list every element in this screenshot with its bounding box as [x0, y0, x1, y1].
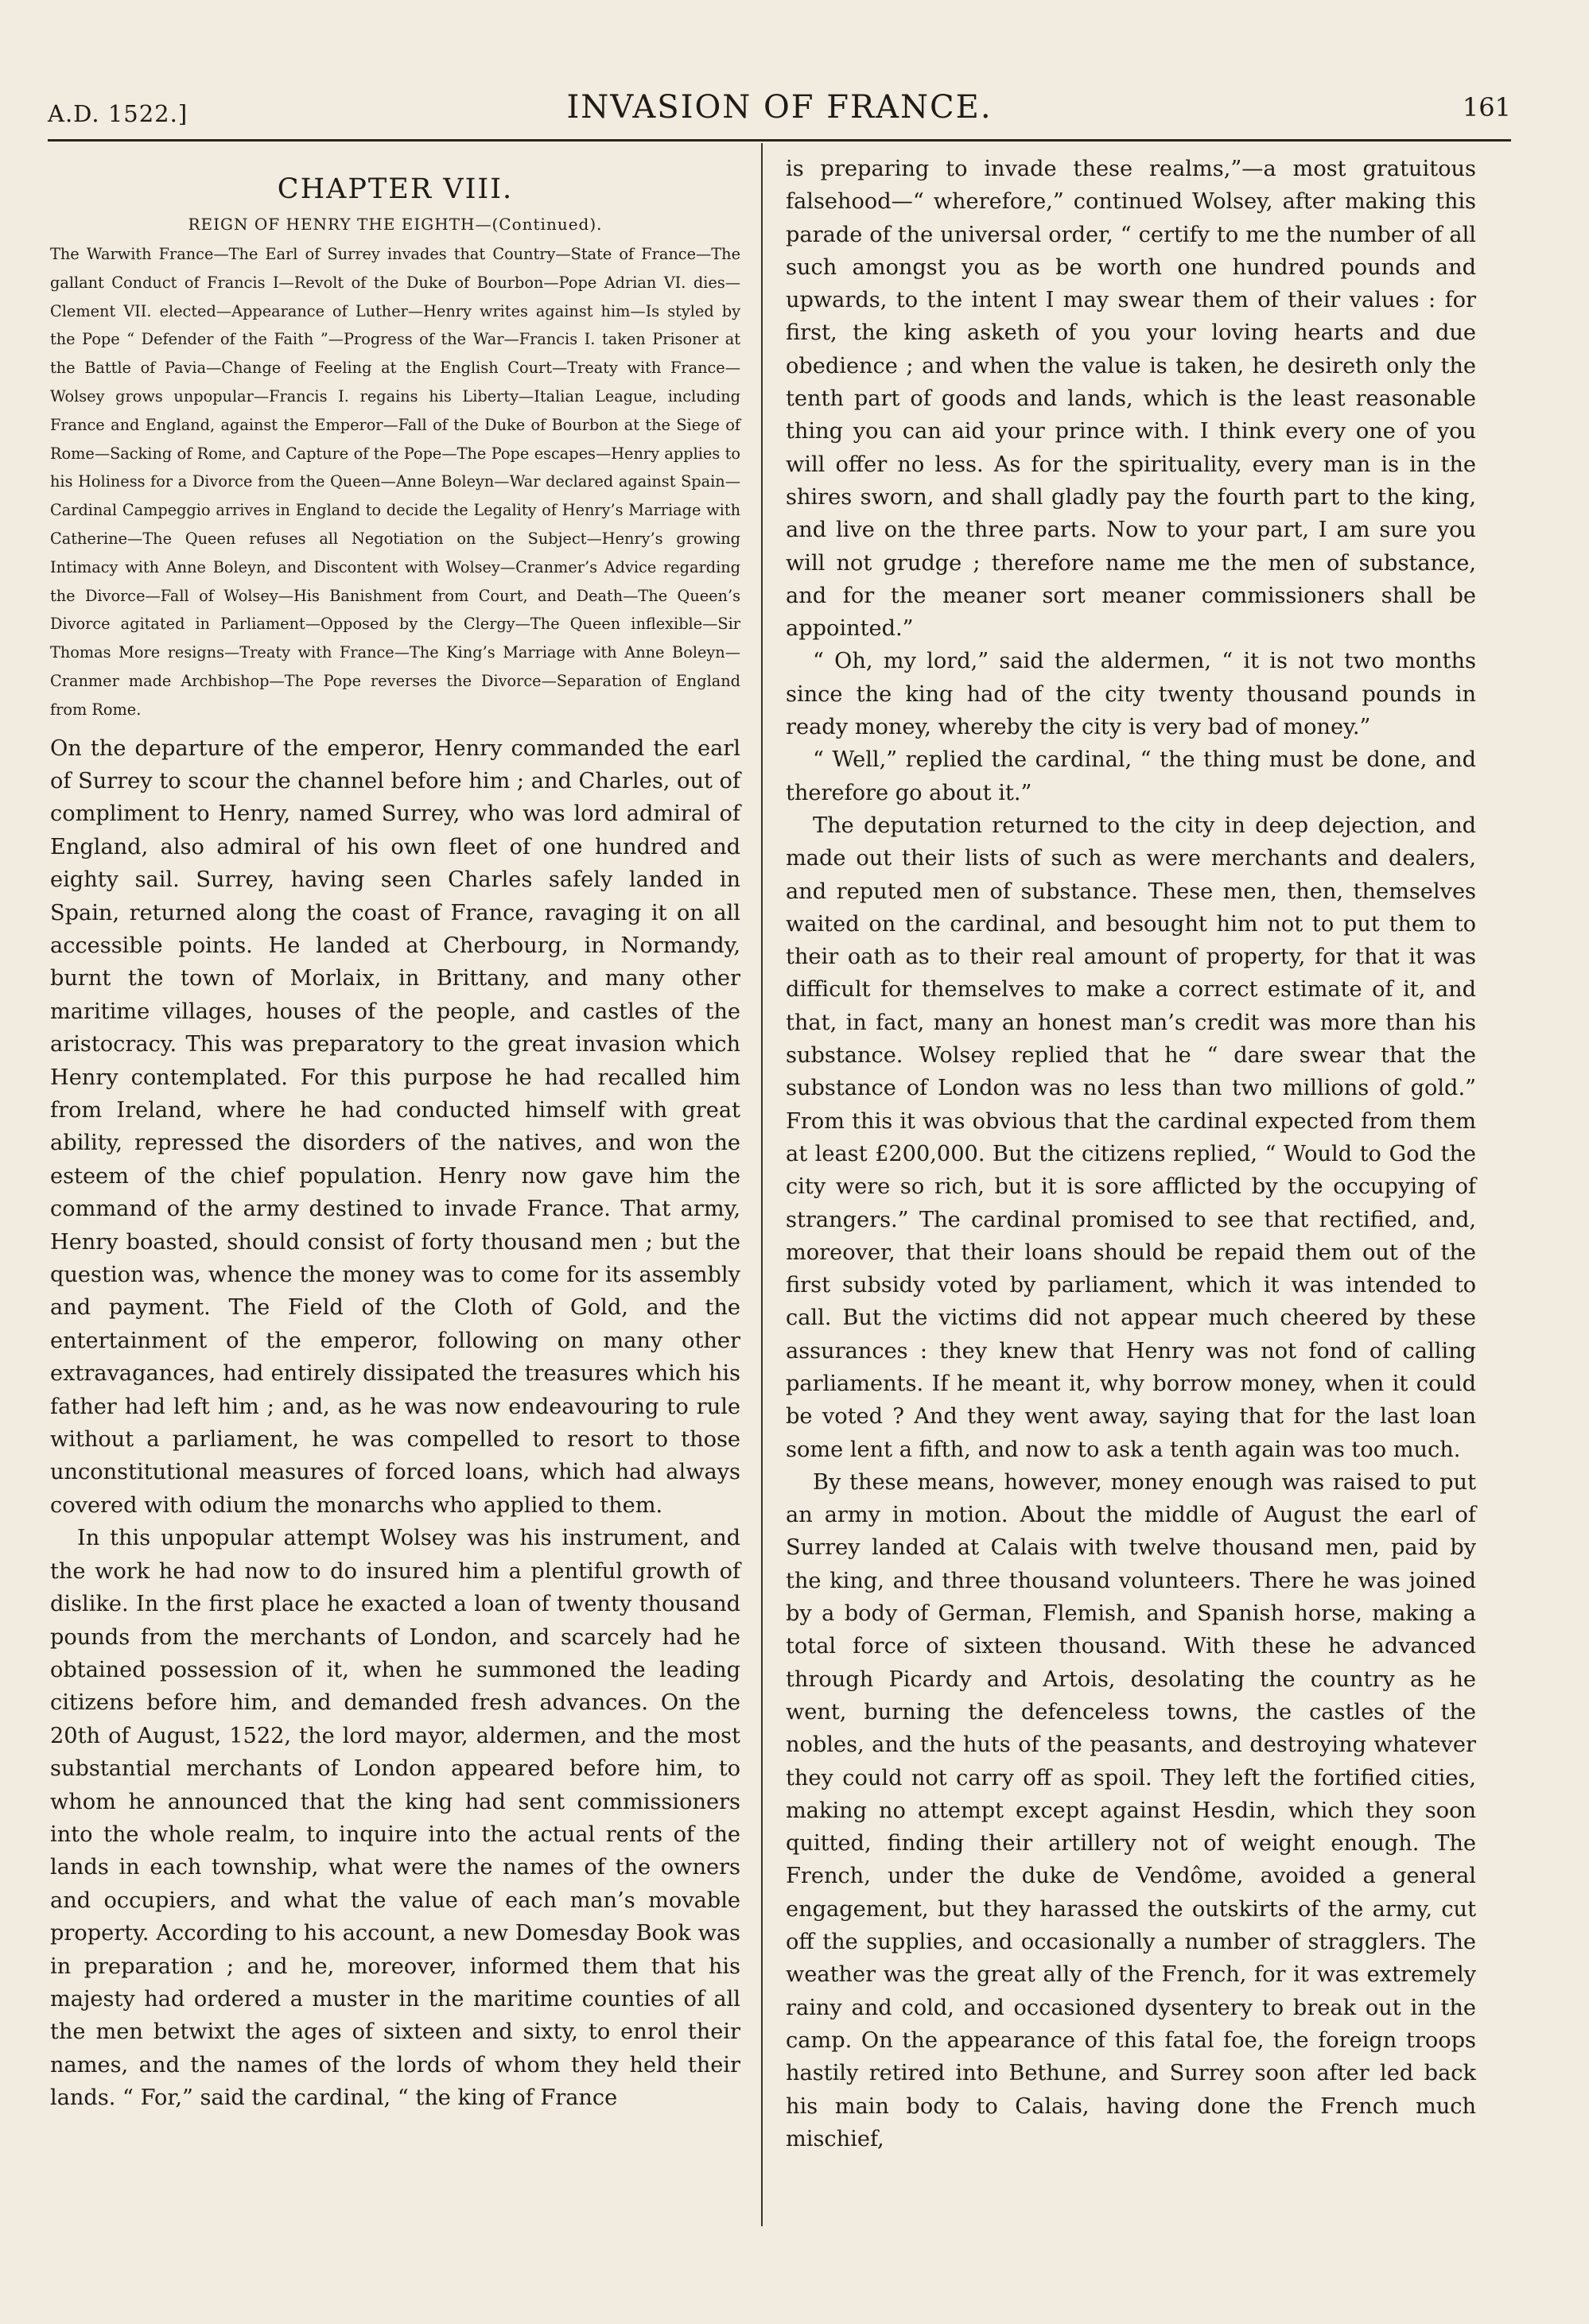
paragraph: By these means, however, money enough was raised to put an army in motion. About the middle of August the earl of Surrey landed at Calais with twelve thousand men, paid by the king, and three thousand volunteers. There he was joined by a body of German, Flemish, and Spanish horse, making a total force of sixteen thousand. With these he advanced through Picardy and Artois, desolating the country as he went, burning the defenceless towns, the castles of the nobles, and the huts of the peasants, and destroying whatever they could not carry off as spoil. They left the fortified cities, making no attempt except against Hesdin, which they soon quitted, finding their artillery not of weight enough. The French, under the duke de Vendôme, avoided a general engagement, but they harassed the outskirts of the army, cut off the supplies, and occasionally a number of stragglers. The weather was the great ally of the French, for it was extremely rainy and cold, and occasioned dysentery to break out in the camp. On the appearance of this fatal foe, the foreign troops hastily retired into Bethune, and Surrey soon after led back his main body to Calais, having done the French much mischief,	[786, 1469, 1476, 2151]
paragraph: is preparing to invade these realms,”—a most gratuitous falsehood—“ wherefore,” continued Wolsey, after making this parade of the universal order, “ certify to me the number of all such amongst you as be worth one hundred pounds and upwards, to the intent I may swear them of their values : for first, the king asketh of you your loving hearts and due obedience ; and when the value is taken, he desireth only the tenth part of goods and lands, which is the least reasonable thing you can aid your prince with. I think every one of you will offer no less. As for the spirituality, every man is in the shires sworn, and shall gladly pay the fourth part to the king, and live on the three parts. Now to your part, I am sure you will not grudge ; therefore name me the men of substance, and for the meaner sort meaner commissioners shall be appointed.”	[786, 157, 1476, 642]
column-divider	[761, 143, 763, 2226]
paragraph: The deputation returned to the city in deep dejection, and made out their lists of such as were merchants and dealers, and reputed men of substance. These men, then, themselves waited on the cardinal, and besought him not to put them to their oath as to their real amount of property, for that it was difficult for themselves to make a correct estimate of it, and that, in fact, many an honest man’s credit was more than his substance. Wolsey replied that he “ dare swear that the substance of London was no less than two millions of gold.” From this it was obvious that the cardinal expected from them at least £200,000. But the citizens replied, “ Would to God the city were so rich, but it is sore afflicted by the occupying of strangers.” The cardinal promised to see that rectified, and, moreover, that their loans should be repaid them out of the first subsidy voted by parliament, which it was intended to call. But the victims did not appear much cheered by these assurances : they knew that Henry was not fond of calling parliaments. If he meant it, why borrow money, when it could be voted ? And they went away, saying that for the last loan some lent a fifth, and now to ask a tenth again was too much.	[786, 813, 1476, 1462]
right-column	[786, 153, 1476, 2155]
chapter-summary: The Warwith France—The Earl of Surrey invades that Country—State of France—The gallant Conduct of Francis I—Revolt of the Duke of Bourbon—Pope Adrian VI. dies—Clement VII. elected—Appearance of Luther—Henry writes against him—Is styled by the Pope “ Defender of the Faith ”—Progress of the War—Francis I. taken Prisoner at the Battle of Pavia—Change of Feeling at the English Court—Treaty with France—Wolsey grows unpopular—Francis I. regains his Liberty—Italian League, including France and England, against the Emperor—Fall of the Duke of Bourbon at the Siege of Rome—Sacking of Rome, and Capture of the Pope—The Pope escapes—Henry applies to his Holiness for a Divorce from the Queen—Anne Boleyn—War declared against Spain—Cardinal Campeggio arrives in England to decide the Legality of Henry’s Marriage with Catherine—The Queen refuses all Negotiation on the Subject—Henry’s growing Intimacy with Anne Boleyn, and Discontent with Wolsey—Cranmer’s Advice regarding the Divorce—Fall of Wolsey—His Banishment from Court, and Death—The Queen’s Divorce agitated in Parliament—Opposed by the Clergy—The Queen inflexible—Sir Thomas More resigns—Treaty with France—The King’s Marriage with Anne Boleyn—Cranmer made Archbishop—The Pope reverses the Divorce—Separation of England from Rome.	[50, 245, 740, 719]
header-rule	[48, 139, 1511, 142]
running-title: INVASION OF FRANCE.	[566, 89, 993, 126]
page-number: 161	[1462, 92, 1511, 122]
chapter-title: CHAPTER VIII.	[277, 173, 514, 205]
paragraph: “ Well,” replied the cardinal, “ the thing must be done, and therefore go about it.”	[786, 747, 1476, 805]
paragraph: On the departure of the emperor, Henry commanded the earl of Surrey to scour the channel before him ; and Charles, out of compliment to Henry, named Surrey, who was lord admiral of England, also admiral of his own fleet of one hundred and eighty sail. Surrey, having seen Charles safely landed in Spain, returned along the coast of France, ravaging it on all accessible points. He landed at Cherbourg, in Normandy, burnt the town of Morlaix, in Brittany, and many other maritime villages, houses of the people, and castles of the aristocracy. This was preparatory to the great invasion which Henry contemplated. For this purpose he had recalled him from Ireland, where he had conducted himself with great ability, repressed the disorders of the natives, and won the esteem of the chief population. Henry now gave him the command of the army destined to invade France. That army, Henry boasted, should consist of forty thousand men ; but the question was, whence the money was to come for its assembly and payment. The Field of the Cloth of Gold, and the entertainment of the emperor, following on many other extravagances, had entirely dissipated the treasures which his father had left him ; and, as he was now endeavouring to rule without a parliament, he was compelled to resort to those unconstitutional measures of forced loans, which had always covered with odium the monarchs who applied to them.	[50, 735, 740, 1518]
paragraph: “ Oh, my lord,” said the aldermen, “ it is not two months since the king had of the city twenty thousand pounds in ready money, whereby the city is very bad of money.”	[786, 649, 1476, 740]
left-column	[50, 153, 740, 2115]
paragraph: In this unpopular attempt Wolsey was his instrument, and the work he had now to do insured him a plentiful growth of dislike. In the first place he exacted a loan of twenty thousand pounds from the merchants of London, and scarcely had he obtained possession of it, when he summoned the leading citizens before him, and demanded fresh advances. On the 20th of August, 1522, the lord mayor, aldermen, and the most substantial merchants of London appeared before him, to whom he announced that the king had sent commissioners into the whole realm, to inquire into the actual rents of the lands in each township, what were the names of the owners and occupiers, and what the value of each man’s movable property. According to his account, a new Domesday Book was in preparation ; and he, moreover, informed them that his majesty had ordered a muster in the maritime counties of all the men betwixt the ages of sixteen and sixty, to enrol their names, and the names of the lords of whom they held their lands. “ For,” said the cardinal, “ the king of France	[50, 1526, 740, 2111]
running-head	[48, 86, 1511, 130]
reign-heading: REIGN OF HENRY THE EIGHTH—(Continued).	[188, 215, 603, 234]
era-label: A.D. 1522.]	[48, 100, 188, 127]
